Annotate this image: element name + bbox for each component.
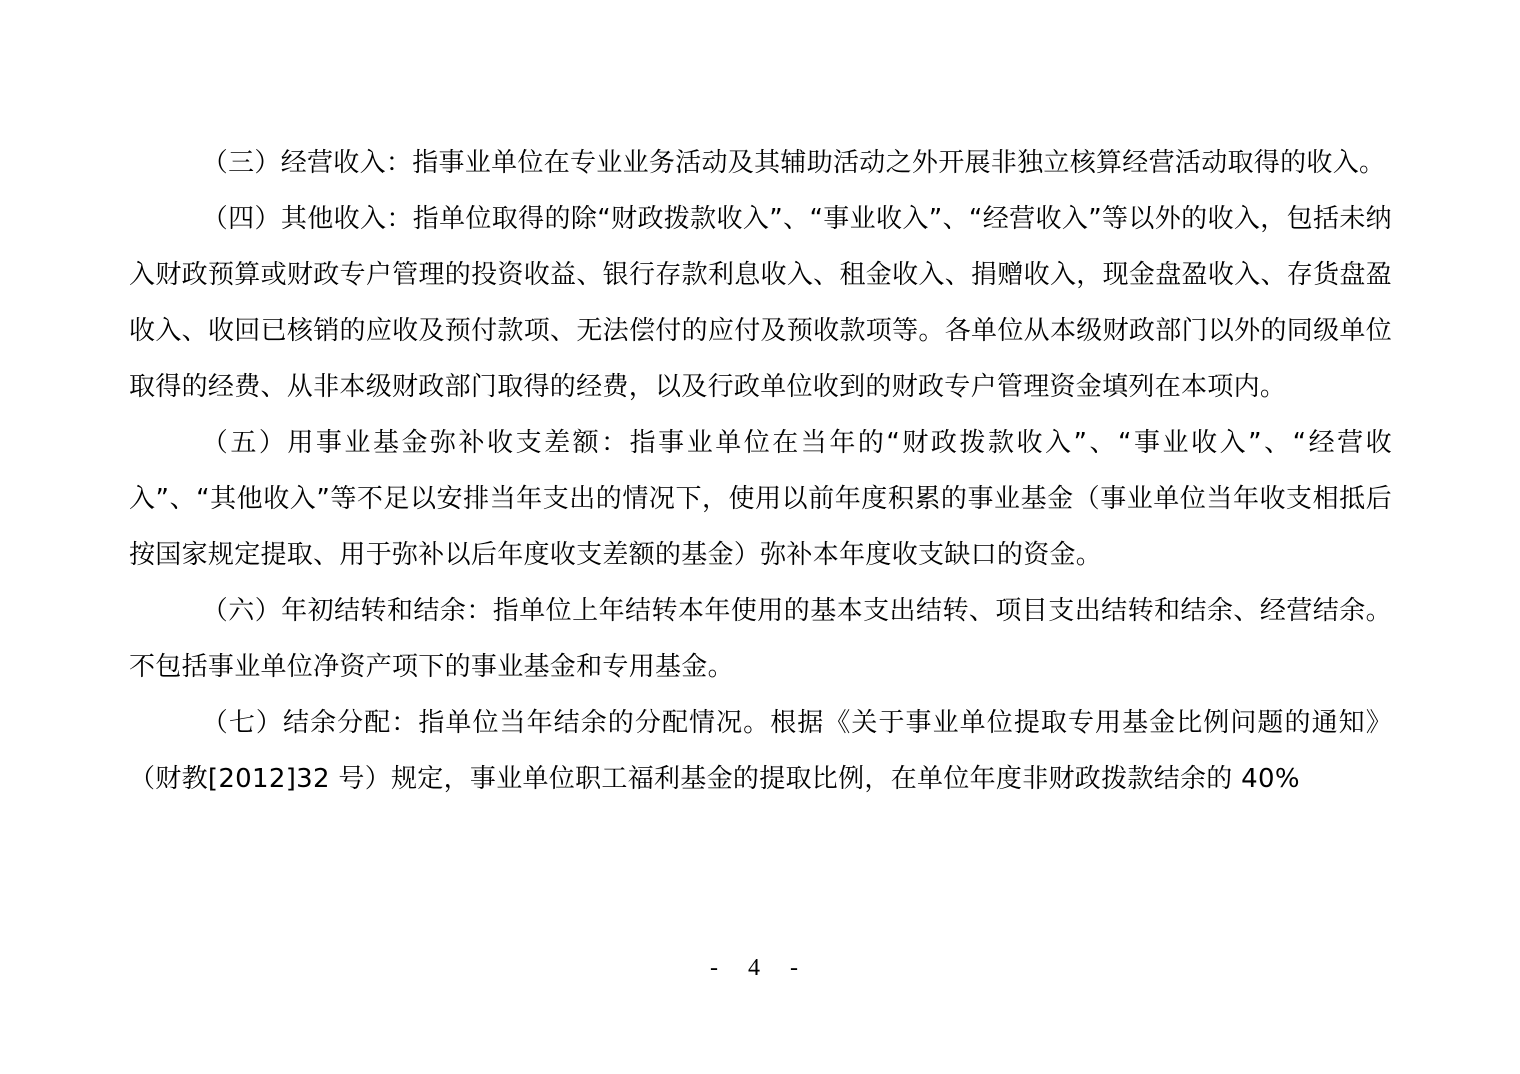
paragraph-surplus-distribution: （七）结余分配：指单位当年结余的分配情况。根据《关于事业单位提取专用基金比例问题的通知》（财教[2012]32 号）规定，事业单位职工福利基金的提取比例，在单位年度非财政拨款结余的 40% [129, 708, 1392, 794]
paragraph-operating-income: （三）经营收入：指事业单位在专业业务活动及其辅助活动之外开展非独立核算经营活动取得的收入。 [201, 148, 1386, 178]
paragraph-business-fund-offset: （五）用事业基金弥补收支差额：指事业单位在当年的“财政拨款收入”、“事业收入”、“经营收入”、“其他收入”等不足以安排当年支出的情况下，使用以前年度积累的事业基金（事业单位当年收支相抵后按国家规定提取、用于弥补以后年度收支差额的基金）弥补本年度收支缺口的资金。 [129, 428, 1392, 570]
paragraph-beginning-carryover: （六）年初结转和结余：指单位上年结转本年使用的基本支出结转、项目支出结转和结余、经营结余。不包括事业单位净资产项下的事业基金和专用基金。 [129, 596, 1392, 682]
page-number: - 4 - [710, 955, 810, 981]
paragraph-other-income: （四）其他收入：指单位取得的除“财政拨款收入”、“事业收入”、“经营收入”等以外的收入，包括未纳入财政预算或财政专户管理的投资收益、银行存款利息收入、租金收入、捐赠收入，现金盘盈收入、存货盘盈收入、收回已核销的应收及预付款项、无法偿付的应付及预收款项等。各单位从本级财政部门以外的同级单位取得的经费、从非本级财政部门取得的经费，以及行政单位收到的财政专户管理资金填列在本项内。 [129, 204, 1392, 402]
document-body [129, 135, 1392, 807]
